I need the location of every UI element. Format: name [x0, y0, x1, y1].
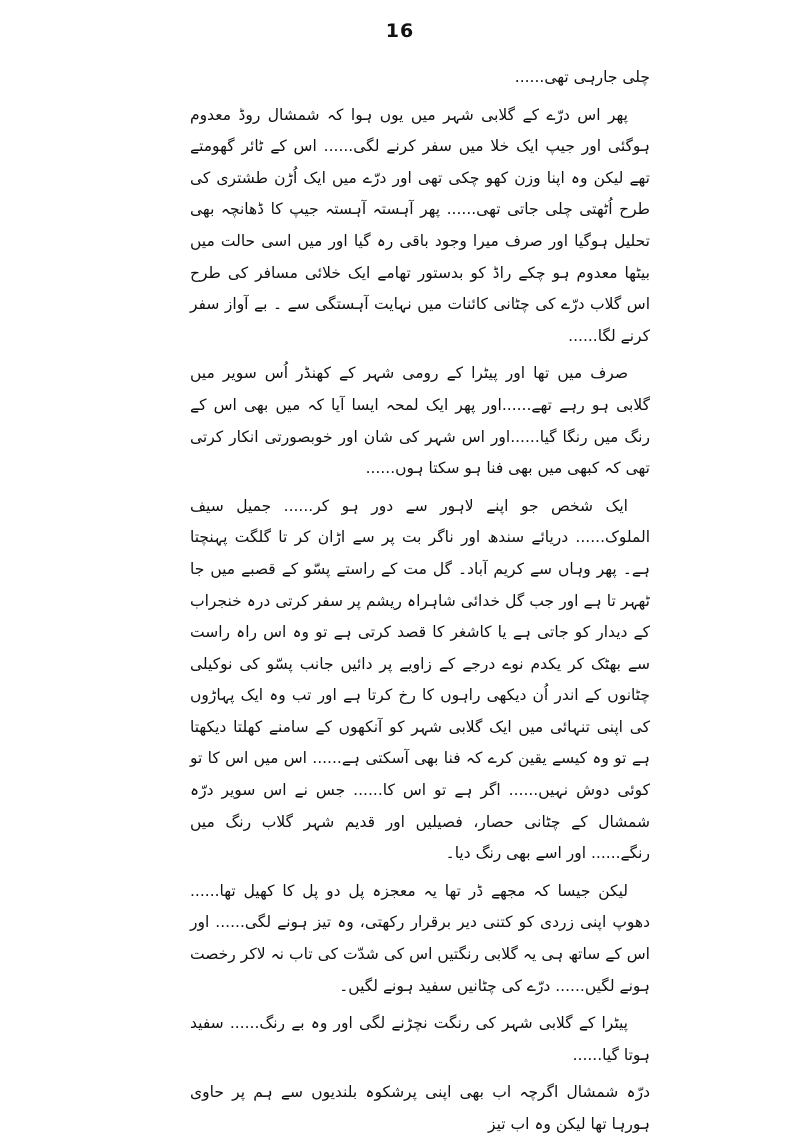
paragraph-last-line: درّہ شمشال اگرچہ اب بھی اپنی پرشکوہ بلندیوں سے ہم پر حاوی ہورہا تھا لیکن وہ اب تیز	[190, 1083, 650, 1133]
page-number: 16	[385, 20, 415, 42]
paragraph: صرف میں تھا اور پیٹرا کے رومی شہر کے کھنڈر اُس سویر میں گلابی ہو رہے تھے......اور پھر ایک لمحہ ایسا آیا کہ میں بھی اس کے رنگ میں رنگا گیا......اور اس شہر کی شان اور خوبصورتی انکار کرتی تھی کہ کبھی میں بھی فنا ہو سکتا ہوں......	[190, 364, 650, 478]
paragraph: ایک شخص جو اپنے لاہور سے دور ہو کر...... جمیل سیف الملوک...... دریائے سندھ اور ناگر بت پر سے اڑان کر تا گلگت پہنچتا ہے۔ پھر وہاں سے کریم آباد۔ گل مت کے راستے پسّو کے قصبے میں جا ٹھہر تا ہے اور جب گل خدائی شاہراہ ریشم پر سفر کرتی درہ خنجراب کے دیدار کو جاتی ہے یا کاشغر کا قصد کرتی ہے تو وہ اس راہ راست سے بھٹک کر یکدم نوے درجے کے زاویے پر دائیں جانب پسّو کی نوکیلی چٹانوں کے اندر اُن دیکھی راہوں کا رخ کرتا ہے اور تب وہ ایک پہاڑوں کی اپنی تنہائی میں ایک گلابی شہر کو آنکھوں کے سامنے کھلتا دیکھتا ہے تو وہ کیسے یقین کرے کہ فنا بھی آسکتی ہے...... اس میں اس کا تو کوئی دوش نہیں...... اگر ہے تو اس کا...... جس نے اس سویر درّہ شمشال کے چٹانی حصار، فصیلیں اور قدیم شہر گلاب رنگ میں رنگے...... اور اسے بھی رنگ دیا۔	[190, 496, 650, 863]
paragraph: پھر اس درّے کے گلابی شہر میں یوں ہوا کہ شمشال روڈ معدوم ہوگئی اور جیپ ایک خلا میں سفر کرنے لگی...... اس کے ٹائر گھومتے تھے لیکن وہ اپنا وزن کھو چکی تھی اور درّے میں ایک اُڑن طشتری کی طرح اُٹھتی چلی جاتی تھی...... پھر آہستہ آہستہ جیپ کا ڈھانچہ بھی تحلیل ہوگیا اور صرف میرا وجود باقی رہ گیا اور میں اسی حالت میں بیٹھا معدوم ہو چکے راڈ کو بدستور تھامے ایک خلائی مسافر کی طرح اس گلاب درّے کی چٹانی کائنات میں نہایت آہستگی سے ۔ بے آواز سفر کرنے لگا......	[190, 105, 650, 345]
paragraph-continuation: چلی جارہی تھی......	[514, 68, 650, 86]
paragraph: پیٹرا کے گلابی شہر کی رنگت نچڑنے لگی اور وہ بے رنگ...... سفید ہوتا گیا......	[190, 1014, 650, 1064]
paragraph: لیکن جیسا کہ مجھے ڈر تھا یہ معجزہ پل دو پل کا کھیل تھا...... دھوپ اپنی زردی کو کتنی دیر برقرار رکھتی، وہ تیز ہونے لگی...... اور اس کے ساتھ ہی یہ گلابی رنگتیں اس کی شدّت کی تاب نہ لاکر رخصت ہونے لگیں...... درّے کی چٹانیں سفید ہونے لگیں۔	[190, 881, 650, 995]
page-body	[190, 62, 650, 1141]
